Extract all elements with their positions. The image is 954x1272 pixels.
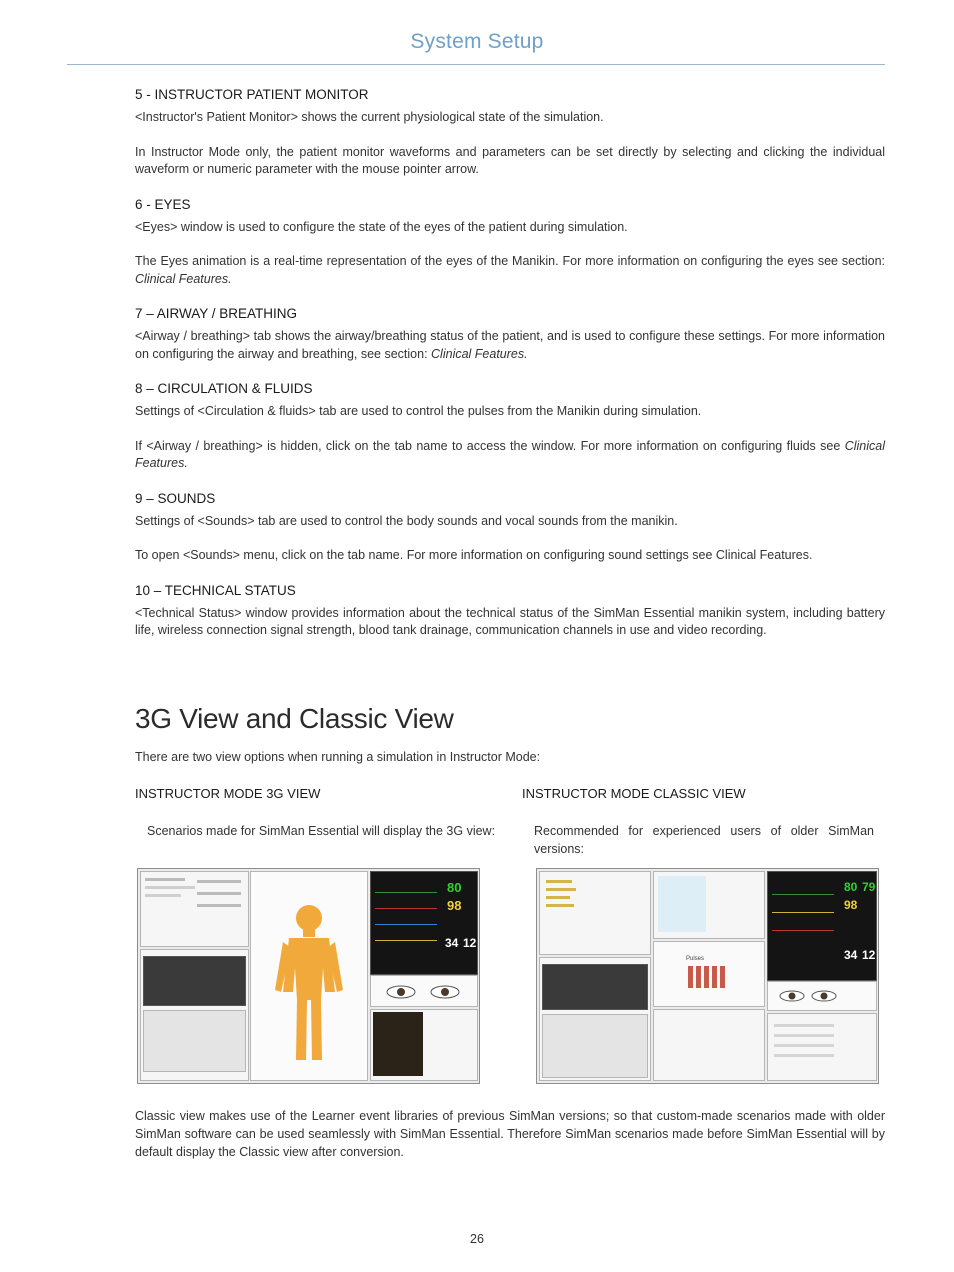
header-divider [67,64,885,65]
classic-view-explanation: Classic view makes use of the Learner event libraries of previous SimMan versions; so that custom-made scenarios made with older SimMan software can be used seamlessly with SimMan Essential. Therefore SimMan scenarios made before SimMan Essential will by default display the Classic view after conversion. [135,1109,885,1159]
section-paragraph [135,253,885,288]
section-text: The Eyes animation is a real-time representation of the eyes of the Manikin. For more information on configuring the eyes see section: [135,254,885,268]
patient-body-figure [251,872,367,1080]
section-paragraph [135,328,885,363]
section-paragraph: Settings of <Circulation & fluids> tab are used to control the pulses from the Manikin during simulation. [135,404,702,418]
section-title: 6 - EYES [135,196,191,212]
section-sounds [135,490,885,565]
lungs-panel [653,871,765,939]
section-reference: Clinical Features. [135,438,885,470]
section-paragraph: <Eyes> window is used to configure the state of the eyes of the patient during simulation. [135,219,628,234]
classic-view-heading: INSTRUCTOR MODE CLASSIC VIEW [522,786,746,801]
setup-sections [135,86,885,657]
section-paragraph: <Technical Status> window provides information about the technical status of the SimMan Essential manikin system, including battery life, wireless connection signal strength, blood tank drainage, communication channels in use and video recording. [135,605,885,637]
classic-eyes-panel [767,981,877,1011]
eyes-panel [370,975,478,1007]
temp-value: 12 [463,936,477,950]
section-paragraph: Settings of <Sounds> tab are used to control the body sounds and vocal sounds from the manikin. [135,513,678,528]
scenario-panel [140,871,249,947]
classic-trend-panel [539,957,651,1081]
patient-monitor-panel [370,871,478,975]
classic-eyes-icon [768,982,876,1010]
eyes-icon [371,976,477,1006]
section-title: 7 – AIRWAY / BREATHING [135,306,298,321]
classic-view-description: Recommended for experienced users of older SimMan versions: [534,824,874,856]
lungs-image [658,876,706,932]
airway-panel [370,1009,478,1081]
section-eyes [135,196,885,289]
section-title: 5 - INSTRUCTOR PATIENT MONITOR [135,87,369,102]
3g-view-heading: INSTRUCTOR MODE 3G VIEW [135,786,321,801]
section-paragraph [135,438,885,473]
page-header-title: System Setup [410,30,544,53]
section-title: 9 – SOUNDS [135,490,216,506]
pulses-label: Pulses [686,956,705,962]
page-number: 26 [470,1232,484,1246]
view-section-title: 3G View and Classic View [135,703,454,734]
classic-monitor-panel [767,871,877,981]
3g-view-description: Scenarios made for SimMan Essential will display the 3G view: [147,824,496,838]
section-reference: Clinical Features. [431,346,528,361]
resp-value: 34 [445,936,459,950]
pulses-panel [653,941,765,1007]
view-section-intro: There are two view options when running a simulation in Instructor Mode: [135,750,541,764]
spo2-value: 98 [447,898,462,913]
patient-body-panel [250,871,368,1081]
pulses-image [688,966,728,988]
section-paragraph: In Instructor Mode only, the patient monitor waveforms and parameters can be set directly by selecting and clicking the individual waveform or numeric parameter with the mouse pointer arrow. [135,144,885,176]
event-library-panel [539,871,651,955]
classic-hr-value: 80 [844,880,858,894]
section-text: If <Airway / breathing> is hidden, click on the tab name to access the window. For more information on configuring fluids see [135,438,845,453]
classic-view-screenshot [536,868,879,1084]
3g-view-screenshot [137,868,480,1084]
section-circulation-fluids [135,380,885,473]
classic-temp-value: 12 [862,948,876,962]
classic-resp-value: 34 [844,948,858,962]
trend-panel [140,949,249,1081]
section-paragraph: <Instructor's Patient Monitor> shows the current physiological state of the simulation. [135,110,604,124]
section-title: 8 – CIRCULATION & FLUIDS [135,381,313,396]
heart-rate-value: 80 [447,880,462,895]
section-technical-status [135,582,885,640]
airway-image [373,1012,423,1076]
section-title: 10 – TECHNICAL STATUS [135,582,296,598]
section-text: <Airway / breathing> tab shows the airway/breathing status of the patient, and is used to configure these settings. For more information on configuring the airway and breathing, see section: [135,329,885,361]
classic-hr2-value: 79 [862,880,876,894]
section-paragraph: To open <Sounds> menu, click on the tab name. For more information on configuring sound settings see Clinical Features. [135,548,813,562]
sounds-panel [653,1009,765,1081]
section-reference: Clinical Features. [135,271,232,286]
section-airway-breathing [135,305,885,363]
section-instructor-patient-monitor [135,86,885,179]
classic-spo2-value: 98 [844,898,858,912]
classic-settings-panel [767,1013,877,1081]
